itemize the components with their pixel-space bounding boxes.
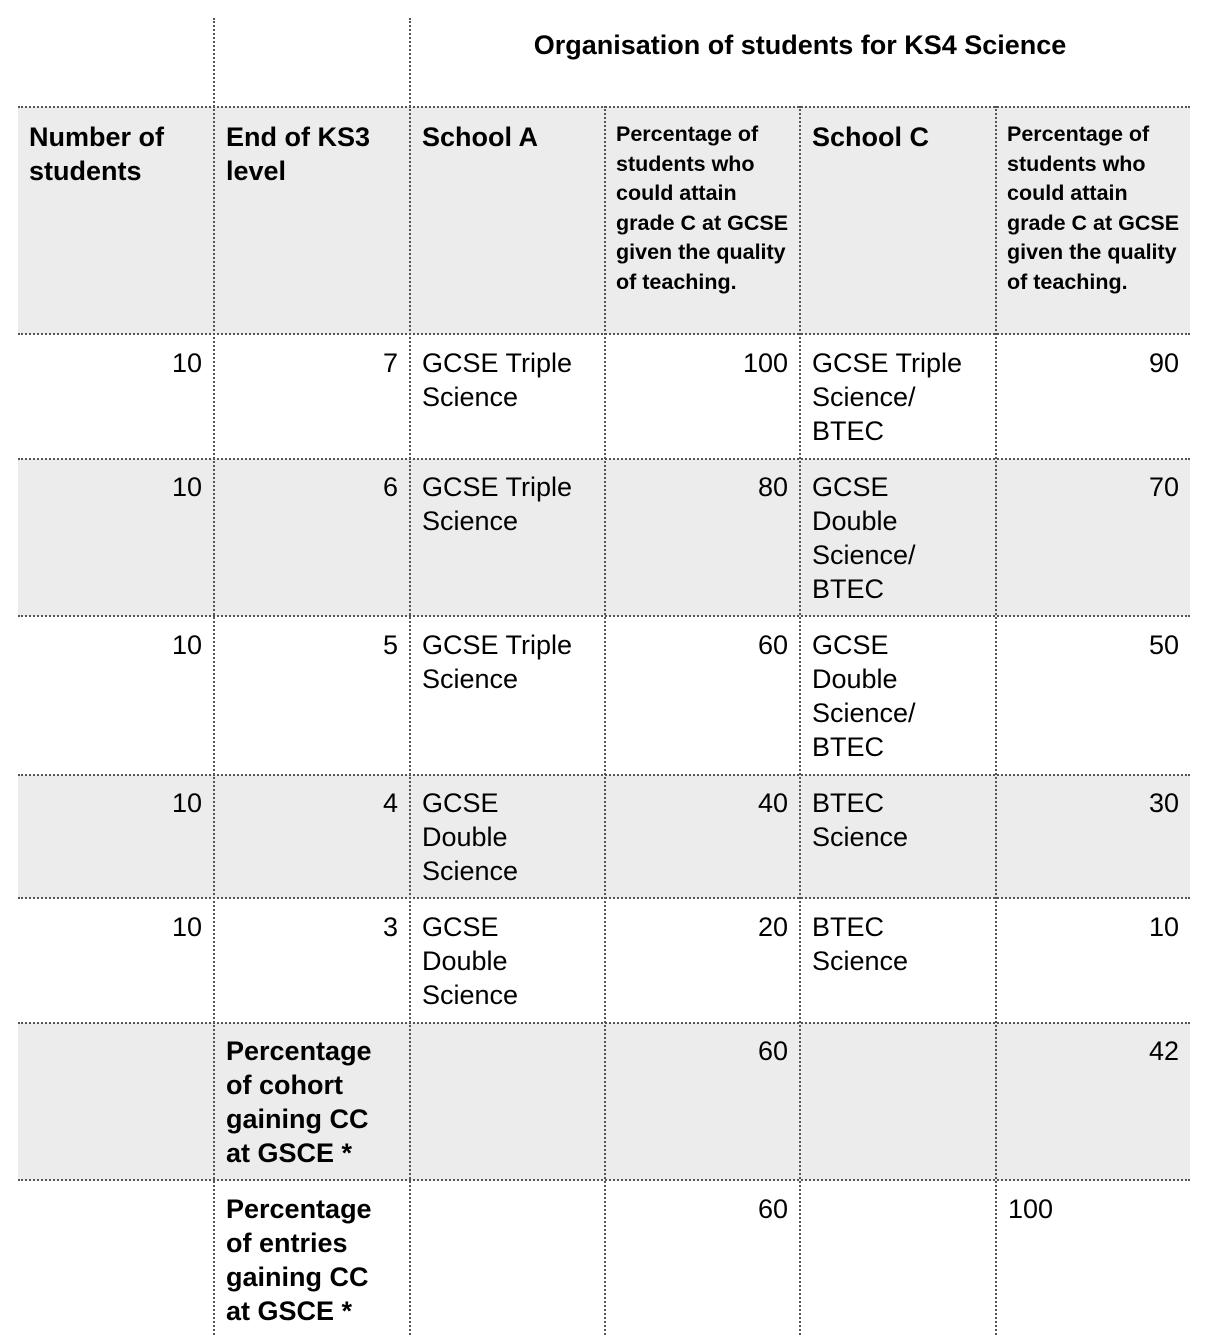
header-end-of-ks3-level: End of KS3 level [226, 122, 371, 186]
summary-cohort-school-c: 42 [1148, 1036, 1179, 1066]
cell-ks3-level: 3 [382, 912, 398, 942]
header-percentage-school-a: Percentage of students who could attain grade C at GCSE given the quality of teaching. [616, 122, 789, 294]
cell-school-c-course: BTEC Science [812, 788, 909, 852]
table-title: Organisation of students for KS4 Science [533, 30, 1067, 60]
cell-students: 10 [171, 472, 202, 502]
cell-students: 10 [171, 630, 202, 660]
summary-entries-school-c: 100 [1008, 1194, 1054, 1224]
cell-school-c-course: GCSE Double Science/ BTEC [812, 472, 916, 604]
cell-school-a-course: GCSE Double Science [422, 912, 519, 1010]
header-number-of-students: Number of students [29, 122, 164, 186]
summary-cohort-school-a: 60 [757, 1036, 788, 1066]
header-percentage-school-c: Percentage of students who could attain grade C at GCSE given the quality of teaching. [1007, 122, 1180, 294]
cell-school-c-percentage: 10 [1148, 912, 1179, 942]
cell-school-a-percentage: 60 [757, 630, 788, 660]
cell-school-c-percentage: 70 [1148, 472, 1179, 502]
cell-ks3-level: 5 [382, 630, 398, 660]
cell-school-a-course: GCSE Double Science [422, 788, 519, 886]
cell-school-a-percentage: 100 [742, 348, 788, 378]
cell-school-a-course: GCSE Triple Science [422, 472, 573, 536]
cell-students: 10 [171, 912, 202, 942]
header-school-a: School A [422, 122, 539, 152]
cell-school-c-percentage: 50 [1148, 630, 1179, 660]
cell-students: 10 [171, 348, 202, 378]
cell-school-a-percentage: 80 [757, 472, 788, 502]
header-school-c: School C [812, 122, 930, 152]
cell-school-c-course: GCSE Double Science/ BTEC [812, 630, 916, 762]
cell-school-a-percentage: 40 [757, 788, 788, 818]
cell-ks3-level: 7 [382, 348, 398, 378]
cell-school-c-percentage: 30 [1148, 788, 1179, 818]
cell-ks3-level: 6 [382, 472, 398, 502]
summary-entries-label: Percentage of entries gaining CC at GSCE * [226, 1194, 372, 1326]
cell-school-c-course: BTEC Science [812, 912, 909, 976]
summary-entries-school-a: 60 [757, 1194, 788, 1224]
cell-school-a-percentage: 20 [757, 912, 788, 942]
cell-school-c-percentage: 90 [1148, 348, 1179, 378]
summary-cohort-label: Percentage of cohort gaining CC at GSCE * [226, 1036, 372, 1168]
cell-students: 10 [171, 788, 202, 818]
cell-school-a-course: GCSE Triple Science [422, 348, 573, 412]
cell-ks3-level: 4 [382, 788, 398, 818]
cell-school-c-course: GCSE Triple Science/ BTEC [812, 348, 963, 446]
cell-school-a-course: GCSE Triple Science [422, 630, 573, 694]
